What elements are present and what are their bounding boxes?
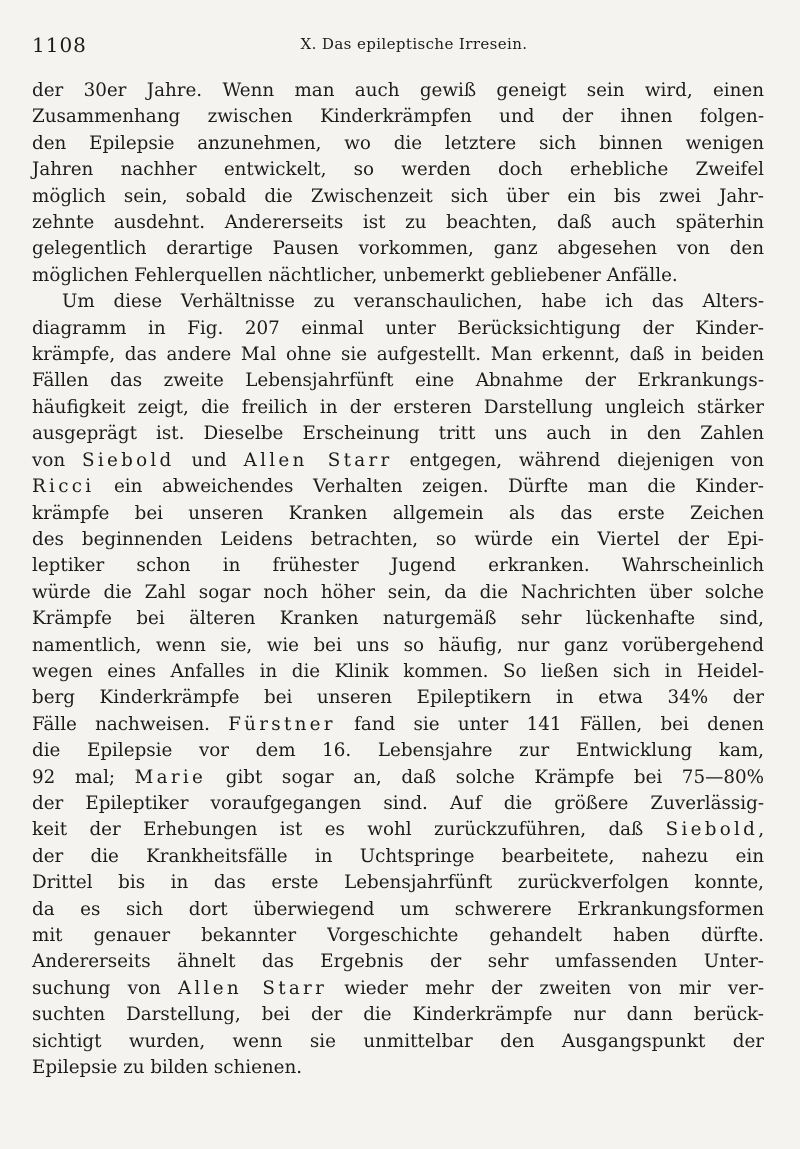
text-segment: der 30er Jahre. Wenn man auch gewiß geneigt sein wird, einen (32, 80, 764, 101)
text-line (32, 1029, 764, 1055)
text-line (32, 580, 764, 606)
text-segment: ein abweichendes Verhalten zeigen. Dürfte man die Kinder- (94, 476, 764, 498)
text-line (32, 474, 764, 500)
text-line (32, 844, 764, 870)
text-line (32, 791, 764, 817)
text-segment: wieder mehr der zweiten von mir ver- (327, 977, 764, 999)
text-segment: sichtigt wurden, wenn sie unmittelbar den Ausgangspunkt der (32, 1030, 764, 1052)
text-segment: häufigkeit zeigt, die freilich in der ersteren Darstellung ungleich stärker (32, 396, 764, 418)
text-line (32, 131, 764, 157)
text-segment: der Epileptiker voraufgegangen sind. Auf die größere Zuverlässig- (32, 792, 764, 814)
text-line (32, 738, 764, 764)
text-line (32, 263, 764, 289)
text-segment: krämpfe bei unseren Kranken allgemein als das erste Zeichen (32, 502, 764, 524)
text-line (32, 368, 764, 394)
text-line (32, 1055, 764, 1081)
text-line (32, 157, 764, 183)
text-line (32, 236, 764, 262)
author-name: Siebold (82, 449, 175, 471)
text-line (32, 104, 764, 130)
text-line (32, 976, 764, 1002)
text-segment: leptiker schon in frühester Jugend erkranken. Wahrscheinlich (32, 555, 764, 577)
text-segment: krämpfe, das andere Mal ohne sie aufgestellt. Man erkennt, daß in beiden (32, 344, 764, 366)
text-segment: von (32, 449, 83, 471)
text-line (32, 606, 764, 632)
text-line (32, 421, 764, 447)
running-title: X. Das epileptische Irresein. (300, 35, 528, 53)
text-line (32, 633, 764, 659)
text-line (32, 184, 764, 210)
text-segment: des beginnenden Leidens betrachten, so würde ein Viertel der Epi- (32, 528, 764, 550)
body-text (32, 78, 764, 1081)
text-segment: keit der Erhebungen ist es wohl zurückzuführen, daß (32, 819, 666, 841)
text-line (32, 501, 764, 527)
text-line (32, 897, 764, 923)
text-line (32, 870, 764, 896)
author-name: Fürstner (228, 713, 336, 735)
text-line (32, 949, 764, 975)
text-segment: diagramm in Fig. 207 einmal unter Berücksichtigung der Kinder- (32, 317, 764, 339)
text-segment: mit genauer bekannter Vorgeschichte gehandelt haben dürfte. (32, 925, 764, 946)
page-header (32, 33, 758, 57)
text-line (32, 817, 764, 843)
author-name: Marie (134, 766, 207, 788)
text-line (32, 765, 764, 791)
text-segment: Zusammenhang zwischen Kinderkrämpfen und der ihnen folgen- (32, 106, 764, 128)
text-segment: suchung von (32, 977, 178, 999)
text-segment: ausgeprägt ist. Dieselbe Erscheinung tritt uns auch in den Zahlen (32, 423, 764, 445)
text-line (32, 923, 764, 949)
text-segment: den Epilepsie anzunehmen, wo die letztere sich binnen wenigen (32, 132, 764, 154)
text-segment: fand sie unter 141 Fällen, bei denen (335, 713, 764, 735)
text-line (32, 78, 764, 104)
author-name: Allen Starr (177, 977, 328, 999)
paragraph (32, 78, 764, 289)
text-line (32, 448, 764, 474)
text-line (32, 553, 764, 579)
text-segment: Um diese Verhältnisse zu veranschaulichen, habe ich das Alters- (62, 291, 764, 313)
text-line (32, 210, 764, 236)
text-line (32, 395, 764, 421)
text-segment: suchten Darstellung, bei der die Kinderkrämpfe nur dann berück- (32, 1004, 764, 1026)
text-segment: gibt sogar an, daß solche Krämpfe bei 75—80% (206, 766, 764, 788)
text-line (32, 712, 764, 738)
text-segment: gelegentlich derartige Pausen vorkommen, ganz abgesehen von den (32, 238, 764, 260)
text-segment: Fälle nachweisen. (32, 713, 229, 735)
text-line (32, 289, 764, 315)
text-segment: Jahren nachher entwickelt, so werden doch erhebliche Zweifel (32, 159, 764, 181)
text-line (32, 685, 764, 711)
text-segment: Drittel bis in das erste Lebensjahrfünft zurückverfolgen konnte, (32, 872, 764, 894)
text-segment: der die Krankheitsfälle in Uchtspringe bearbeitete, nahezu ein (32, 845, 764, 867)
text-segment: möglichen Fehlerquellen nächtlicher, unbemerkt gebliebener Anfälle. (32, 264, 678, 286)
text-segment: , (758, 819, 764, 841)
page-number: 1108 (32, 33, 87, 57)
author-name: Allen Starr (243, 449, 393, 471)
text-segment: würde die Zahl sogar noch höher sein, da die Nachrichten über solche (32, 581, 764, 603)
text-line (32, 316, 764, 342)
paragraph (32, 289, 764, 1081)
text-segment: zehnte ausdehnt. Andererseits ist zu beachten, daß auch späterhin (32, 212, 764, 234)
text-segment: Krämpfe bei älteren Kranken naturgemäß sehr lückenhafte sind, (32, 608, 764, 630)
text-segment: wegen eines Anfalles in die Klinik kommen. So ließen sich in Heidel- (32, 660, 764, 682)
text-segment: namentlich, wenn sie, wie bei uns so häufig, nur ganz vorübergehend (32, 634, 764, 656)
text-segment: möglich sein, sobald die Zwischenzeit sich über ein bis zwei Jahr- (32, 185, 764, 207)
text-line (32, 527, 764, 553)
author-name: Siebold (665, 819, 759, 841)
text-segment: Andererseits ähnelt das Ergebnis der sehr umfassenden Unter- (32, 951, 764, 973)
text-segment: Fällen das zweite Lebensjahrfünft eine Abnahme der Erkrankungs- (32, 370, 764, 392)
text-line (32, 659, 764, 685)
text-segment: 92 mal; (32, 766, 135, 788)
text-segment: entgegen, während diejenigen von (392, 449, 765, 471)
text-segment: Epilepsie zu bilden schienen. (32, 1057, 303, 1079)
text-line (32, 342, 764, 368)
text-segment: und (174, 449, 244, 471)
text-segment: berg Kinderkrämpfe bei unseren Epileptikern in etwa 34% der (32, 687, 764, 709)
text-line (32, 1002, 764, 1028)
text-segment: die Epilepsie vor dem 16. Lebensjahre zur Entwicklung kam, (32, 740, 764, 762)
author-name: Ricci (32, 476, 95, 498)
text-segment: da es sich dort überwiegend um schwerere Erkrankungsformen (32, 898, 764, 920)
